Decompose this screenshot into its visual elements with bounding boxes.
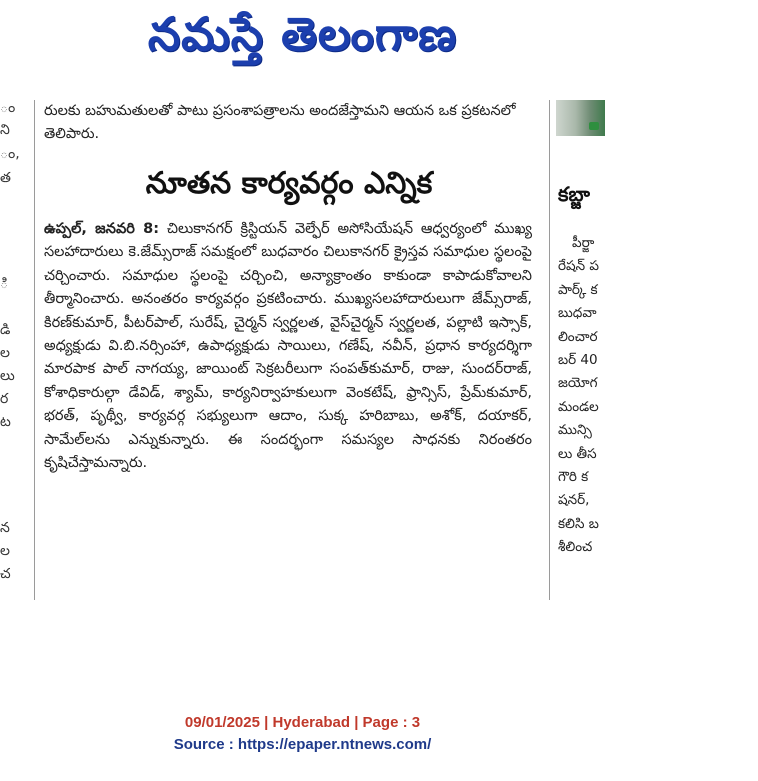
left-fragment: ం, <box>0 146 20 162</box>
right-line: పీర్జా <box>572 235 595 251</box>
right-line: జయోగ <box>558 375 598 392</box>
left-fragment: ర <box>0 391 9 407</box>
left-fragment: ి <box>0 276 9 292</box>
article-dateline: ఉప్పల్, జనవరి 8: <box>44 221 160 237</box>
right-headline: కబ్జా <box>558 182 590 206</box>
left-fragment: ల <box>0 345 10 361</box>
article-lead: రులకు బహుమతులతో పాటు ప్రసంశాపత్రాలను అందజేస్తామని ఆయన ఒక ప్రకటనలో తెలిపారు. <box>44 103 516 142</box>
footer <box>0 712 605 756</box>
right-line: మున్సి <box>558 422 592 439</box>
left-fragment: డి <box>0 322 11 338</box>
masthead <box>0 0 605 80</box>
right-line: కలిసి బ <box>558 515 599 532</box>
right-line: బుధవా <box>558 305 597 322</box>
right-line: శీలించ <box>558 539 593 556</box>
article-body <box>44 218 532 475</box>
column-divider <box>549 100 550 600</box>
right-line: లించార <box>558 328 598 345</box>
left-fragment: ట <box>0 414 11 430</box>
right-line: మండల <box>558 398 599 415</box>
article-headline: నూతన కార్యవర్గం ఎన్నిక <box>145 166 433 201</box>
left-fragment: చ <box>0 566 11 582</box>
right-text-lines <box>558 232 758 560</box>
left-fragment: ని <box>0 122 10 138</box>
right-line: బర్ 40 <box>558 352 598 369</box>
left-fragment: న <box>0 520 10 536</box>
right-line: షనర్, <box>558 492 590 509</box>
right-line: రేషన్ ప <box>558 258 599 275</box>
left-fragment: త <box>0 170 11 186</box>
news-photo <box>556 100 605 136</box>
left-fragment: లు <box>0 368 15 384</box>
right-line: పార్క్ క <box>558 281 598 298</box>
left-fragment: ం <box>0 100 16 116</box>
source-link[interactable]: Source : https://epaper.ntnews.com/ <box>173 736 432 753</box>
newspaper-clipping <box>0 100 605 600</box>
edition-info: 09/01/2025 | Hyderabad | Page : 3 <box>184 714 421 731</box>
left-fragment: ల <box>0 543 10 559</box>
right-column-fragment <box>556 100 605 600</box>
newspaper-logo: నమస్తే తెలంగాణ <box>147 7 458 61</box>
right-line: గౌరి క <box>558 469 589 486</box>
right-line: లు తీస <box>558 445 597 462</box>
article-body-text: చిలుకానగర్ క్రిస్టియన్ వెల్ఫేర్ అసోసియేషన్ ఆధ్వర్యంలో ముఖ్య సలహాదారులు కె.జేమ్స్‌రాజ్ సమక్షంలో బుధవారం చిలుకానగర్ క్రైస్తవ సమాధుల స్థలంపై చర్చించారు. సమాధుల స్థలంపై చర్చించి, అన్యాక్రాంతం కాకుండా కాపాడుకోవాలని తీర్మానించారు. అనంతరం కార్యవర్గం ప్రకటించారు. ముఖ్యసలహాదారులుగా జేమ్స్‌రాజ్, కిరణ్‌కుమార్, పీటర్‌పాల్, సురేష్, చైర్మన్ స్వర్ణలత, వైస్‌చైర్మన్ స్వర్ణలత, పల్లాటి ఇస్సాక్, అధ్యక్షుడు వి.బి.నర్సింహా, ఉపాధ్యక్షుడు సాయిలు, గణేష్, నవీన్, ప్రధాన కార్యదర్శిగా మారపాక పాల్ నాగయ్య, జాయింట్ సెక్రటరీలుగా సంపత్‌కుమార్, రాజు, సుందర్‌రాజ్, కోశాధికారుల్గా డేవిడ్, శ్యామ్, కార్యనిర్వాహకులుగా వెంకటేష్, ఫ్రాన్సిస్, ప్రేమ్‌కుమార్, భరత్, పృథ్వీ, కార్యవర్గ సభ్యులుగా ఆదాం, సుక్క హరిబాబు, అశోక్, దయాకర్, సామేల్‌లను ఎన్నుకున్నారు. ఈ సందర్భంగా సమస్యల సాధనకు నిరంతరం కృషిచేస్తామన్నారు. <box>44 221 532 472</box>
column-divider <box>34 100 35 600</box>
left-column-fragment <box>0 100 20 600</box>
article <box>40 100 538 475</box>
